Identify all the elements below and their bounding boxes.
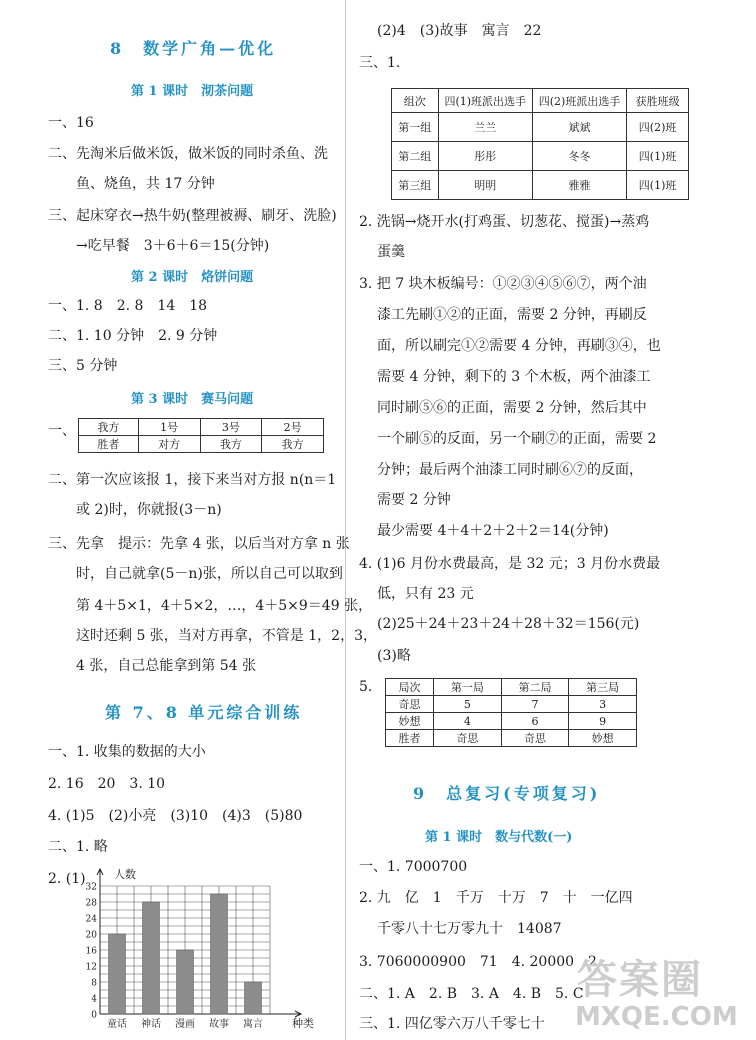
round-cell: 3 — [569, 696, 637, 713]
x-tick-label: 神话 — [141, 1019, 161, 1030]
unit-q2: 2. 16 20 3. 10 — [48, 776, 166, 792]
group-header-cell: 组次 — [392, 89, 439, 113]
round-header-cell: 第三局 — [569, 679, 637, 696]
race-header-cell: 3号 — [200, 419, 262, 436]
r-top-line: (2)4 (3)故事 寓言 22 — [377, 23, 542, 39]
r-q2-line2: 蛋羹 — [377, 244, 405, 260]
l1-q3-line1: 三、起床穿衣→热牛奶(整理被褥、刷牙、洗脸) — [48, 208, 337, 224]
y-tick-label: 8 — [91, 978, 97, 989]
group-header-cell: 获胜班级 — [627, 89, 689, 113]
l2-q1: 一、1. 8 2. 8 14 18 — [48, 298, 208, 314]
watermark-url: MXQE.COM — [575, 1002, 738, 1032]
r-q3-line8: 需要 2 分钟 — [377, 492, 451, 508]
r-q3-line2: 漆工先刷①②的正面，需要 2 分钟，再刷反 — [377, 307, 647, 323]
y-tick-label: 16 — [85, 946, 97, 957]
chart-xlabel: 种类 — [292, 1017, 314, 1030]
r-q4-line4: (3)略 — [377, 648, 411, 664]
s9-q1: 一、1. 7000700 — [359, 859, 468, 875]
l1-q1: 一、16 — [48, 115, 94, 131]
race-table — [78, 418, 324, 453]
group-header-cell: 四(1)班派出选手 — [438, 89, 532, 113]
round-cell: 奇思 — [386, 696, 434, 713]
group-cell: 明明 — [438, 171, 532, 200]
round-cell: 奇思 — [501, 730, 569, 747]
r-q4-line2: 低，只有 23 元 — [377, 586, 474, 602]
chart-ylabel: 人数 — [114, 868, 136, 881]
r-q3-line5: 同时刷⑤⑥的正面，需要 2 分钟，然后其中 — [377, 400, 647, 416]
unit-q6: 2. (1) — [48, 871, 86, 887]
group-cell: 兰兰 — [438, 113, 532, 142]
l3-q3-line5: 4 张，自己总能拿到第 54 张 — [76, 658, 257, 674]
lesson-1-title: 第 1 课时 沏茶问题 — [131, 84, 254, 99]
race-row-cell: 胜者 — [79, 436, 139, 453]
y-tick-label: 20 — [85, 930, 97, 941]
r-q3-line9: 最少需要 4＋4＋2＋2＋2＝14(分钟) — [377, 523, 609, 539]
r-q4-line3: (2)25＋24＋23＋24＋28＋32＝156(元) — [377, 616, 640, 632]
s9-q3: 3. 7060000900 71 4. 20000 2 — [359, 954, 597, 970]
y-tick-label: 24 — [85, 914, 97, 925]
round-header-cell: 第一局 — [434, 679, 502, 696]
group-cell: 四(1)班 — [627, 171, 689, 200]
unit-q4: 4. (1)5 (2)小亮 (3)10 (4)3 (5)80 — [48, 808, 303, 824]
l3-q2-line2: 或 2)时，你就报(3－n) — [76, 502, 222, 518]
r-q3-label: 三、1. — [359, 55, 401, 71]
s9-q5: 三、1. 四亿零六万八千零七十 — [359, 1016, 545, 1032]
bar-漫画 — [177, 950, 194, 1014]
round-header-cell: 局次 — [386, 679, 434, 696]
l1-q3-line2: →吃早餐 3＋6＋6＝15(分钟) — [76, 238, 270, 254]
section-9-title: 9 总复习(专项复习) — [413, 784, 601, 803]
unit-q1: 一、1. 收集的数据的大小 — [48, 744, 206, 760]
l3-q1-label: 一、 — [48, 423, 76, 439]
y-tick-label: 28 — [85, 898, 97, 909]
bar-童话 — [109, 934, 126, 1014]
y-tick-label: 4 — [91, 994, 97, 1005]
y-tick-label: 0 — [91, 1010, 97, 1021]
x-tick-label: 漫画 — [175, 1019, 195, 1030]
round-cell: 6 — [501, 713, 569, 730]
l3-q3-line4: 这时还剩 5 张，当对方再拿，不管是 1，2，3， — [76, 628, 377, 644]
round-cell: 妙想 — [569, 730, 637, 747]
race-header-cell: 我方 — [79, 419, 139, 436]
round-cell: 7 — [501, 696, 569, 713]
group-cell: 第二组 — [392, 142, 439, 171]
bar-故事 — [211, 894, 228, 1014]
r-q3-line6: 一个刷⑤的反面，另一个刷⑦的正面，需要 2 — [377, 431, 657, 447]
l1-q2-line2: 鱼、烧鱼，共 17 分钟 — [76, 176, 215, 192]
race-header-cell: 1号 — [138, 419, 200, 436]
r-q3-line1: 3. 把 7 块木板编号：①②③④⑤⑥⑦，两个油 — [359, 276, 647, 292]
bar-chart — [80, 866, 330, 1036]
unit-q5: 二、1. 略 — [48, 839, 108, 855]
group-cell: 第一组 — [392, 113, 439, 142]
group-cell: 四(2)班 — [627, 113, 689, 142]
l3-q2-line1: 二、第一次应该报 1，接下来当对方报 n(n＝1 — [48, 472, 337, 488]
r-q3-line3: 面，所以刷完①②需要 4 分钟，再刷③④，也 — [377, 338, 661, 354]
group-cell: 冬冬 — [532, 142, 626, 171]
round-cell: 5 — [434, 696, 502, 713]
group-cell: 斌斌 — [532, 113, 626, 142]
race-row-cell: 对方 — [138, 436, 200, 453]
l1-q2-line1: 二、先淘米后做米饭，做米饭的同时杀鱼、洗 — [48, 146, 328, 162]
group-cell: 第三组 — [392, 171, 439, 200]
unit-78-title: 第 7、8 单元综合训练 — [105, 703, 303, 722]
l3-q3-line1: 三、先拿 提示：先拿 4 张，以后当对方拿 n 张 — [48, 536, 350, 552]
l3-q3-line2: 时，自己就拿(5－n)张，所以自己可以取到 — [76, 566, 343, 582]
x-tick-label: 寓言 — [243, 1019, 263, 1030]
s9-lesson-1-title: 第 1 课时 数与代数(一) — [425, 830, 573, 845]
s9-q2-line1: 2. 九 亿 1 千万 十万 7 十 一亿四 — [359, 890, 633, 906]
s9-q2-line2: 千零八十七万零九十 14087 — [377, 921, 562, 937]
y-tick-label: 32 — [85, 882, 97, 893]
round-cell: 4 — [434, 713, 502, 730]
r-q3-line4: 需要 4 分钟，剩下的 3 个木板，两个油漆工 — [377, 369, 651, 385]
round-cell: 9 — [569, 713, 637, 730]
round-cell: 妙想 — [386, 713, 434, 730]
round-cell: 奇思 — [434, 730, 502, 747]
round-header-cell: 第二局 — [501, 679, 569, 696]
lesson-2-title: 第 2 课时 烙饼问题 — [131, 270, 254, 285]
group-cell: 雅雅 — [532, 171, 626, 200]
round-cell: 胜者 — [386, 730, 434, 747]
watermark-logo: 答案圈 — [577, 957, 703, 1003]
l2-q3: 三、5 分钟 — [48, 358, 118, 374]
bar-神话 — [143, 902, 160, 1014]
x-tick-label: 故事 — [209, 1019, 229, 1030]
section-8-title: 8 数学广角—优化 — [110, 39, 277, 58]
y-tick-label: 12 — [85, 962, 97, 973]
r-q2-line1: 2. 洗锅→烧开水(打鸡蛋、切葱花、搅蛋)→蒸鸡 — [359, 214, 650, 230]
chart-grid — [97, 869, 301, 1017]
r-q3-line7: 分钟；最后两个油漆工同时刷⑥⑦的反面， — [377, 462, 643, 478]
race-row-cell: 我方 — [200, 436, 262, 453]
group-header-cell: 四(2)班派出选手 — [532, 89, 626, 113]
group-table — [391, 88, 689, 200]
l3-q3-line3: 第 4＋5×1，4＋5×2，…，4＋5×9＝49 张， — [76, 598, 373, 614]
group-cell: 彤彤 — [438, 142, 532, 171]
x-tick-label: 童话 — [107, 1019, 127, 1030]
l2-q2: 二、1. 10 分钟 2. 9 分钟 — [48, 328, 218, 344]
round-table — [385, 678, 637, 747]
s9-q4: 二、1. A 2. B 3. A 4. B 5. C — [359, 986, 584, 1002]
bar-寓言 — [245, 982, 262, 1014]
race-row-cell: 我方 — [262, 436, 324, 453]
group-cell: 四(1)班 — [627, 142, 689, 171]
r-q4-line1: 4. (1)6 月份水费最高，是 32 元；3 月份水费最 — [359, 556, 661, 572]
r-q5-label: 5. — [359, 679, 373, 695]
race-header-cell: 2号 — [262, 419, 324, 436]
lesson-3-title: 第 3 课时 赛马问题 — [131, 392, 254, 407]
column-divider — [345, 0, 346, 1040]
